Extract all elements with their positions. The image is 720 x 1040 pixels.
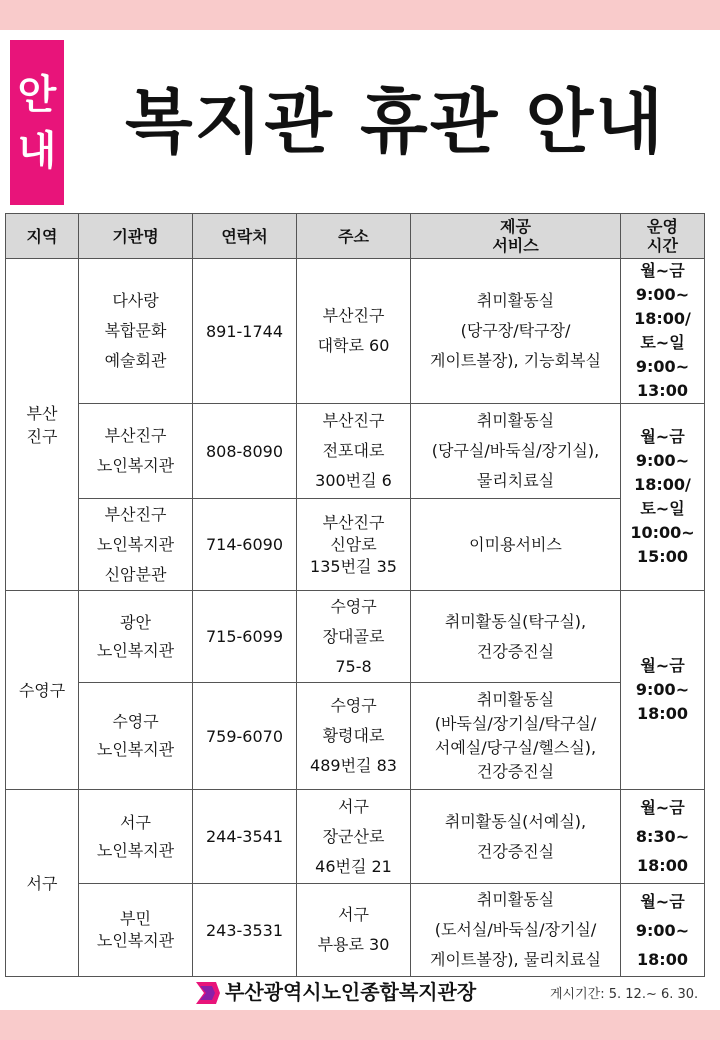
facility-hours: 월~금 8:30~ 18:00 <box>621 790 705 884</box>
facility-name: 서구 노인복지관 <box>79 790 193 884</box>
table-row <box>6 259 705 404</box>
facility-name: 부민 노인복지관 <box>79 884 193 977</box>
header-service: 제공 서비스 <box>411 214 621 259</box>
facility-service: 취미활동실 (도서실/바둑실/장기실/ 게이트볼장), 물리치료실 <box>411 884 621 977</box>
table-row <box>6 404 705 499</box>
table-header-row <box>6 214 705 259</box>
facility-name: 수영구 노인복지관 <box>79 683 193 790</box>
facility-service: 취미활동실 (바둑실/장기실/탁구실/ 서예실/당구실/헬스실), 건강증진실 <box>411 683 621 790</box>
facility-hours: 월~금 9:00~ 18:00 <box>621 591 705 790</box>
facility-name: 부산진구 노인복지관 신암분관 <box>79 499 193 591</box>
facility-service: 취미활동실 (당구장/탁구장/ 게이트볼장), 기능회복실 <box>411 259 621 404</box>
facility-address: 부산진구 대학로 60 <box>297 259 411 404</box>
region-cell: 수영구 <box>6 591 79 790</box>
facility-address: 서구 장군산로 46번길 21 <box>297 790 411 884</box>
table-row <box>6 499 705 591</box>
facility-phone: 808-8090 <box>193 404 297 499</box>
facility-name: 광안 노인복지관 <box>79 591 193 683</box>
header-hours: 운영 시간 <box>621 214 705 259</box>
facility-name: 다사랑 복합문화 예술회관 <box>79 259 193 404</box>
notice-tag-text: 안 내 <box>17 71 57 174</box>
region-cell: 부산 진구 <box>6 259 79 591</box>
facility-phone: 759-6070 <box>193 683 297 790</box>
notice-tag <box>10 40 64 205</box>
facility-address: 부산진구 전포대로 300번길 6 <box>297 404 411 499</box>
facility-address: 부산진구 신암로 135번길 35 <box>297 499 411 591</box>
facility-name: 부산진구 노인복지관 <box>79 404 193 499</box>
facility-hours: 월~금 9:00~ 18:00/ 토~일 10:00~ 15:00 <box>621 404 705 591</box>
facility-phone: 243-3531 <box>193 884 297 977</box>
table-row <box>6 884 705 977</box>
header-name: 기관명 <box>79 214 193 259</box>
facility-phone: 891-1744 <box>193 259 297 404</box>
facility-phone: 244-3541 <box>193 790 297 884</box>
header-phone: 연락처 <box>193 214 297 259</box>
posting-period: 게시기간: 5. 12.~ 6. 30. <box>550 987 699 1002</box>
org-name: 부산광역시노인종합복지관장 <box>225 980 477 1004</box>
facility-service: 취미활동실(탁구실), 건강증진실 <box>411 591 621 683</box>
table-row <box>6 683 705 790</box>
facility-service: 취미활동실 (당구실/바둑실/장기실), 물리치료실 <box>411 404 621 499</box>
facility-phone: 714-6090 <box>193 499 297 591</box>
table-row <box>6 591 705 683</box>
header-address: 주소 <box>297 214 411 259</box>
facility-address: 수영구 장대골로 75-8 <box>297 591 411 683</box>
facility-phone: 715-6099 <box>193 591 297 683</box>
facility-address: 서구 부용로 30 <box>297 884 411 977</box>
footer <box>0 976 720 1008</box>
header-region: 지역 <box>6 214 79 259</box>
facility-service: 이미용서비스 <box>411 499 621 591</box>
top-band <box>0 0 720 30</box>
table-row <box>6 790 705 884</box>
facility-address: 수영구 황령대로 489번길 83 <box>297 683 411 790</box>
region-cell: 서구 <box>6 790 79 977</box>
facility-service: 취미활동실(서예실), 건강증진실 <box>411 790 621 884</box>
facility-hours: 월~금 9:00~ 18:00/ 토~일 9:00~ 13:00 <box>621 259 705 404</box>
page-title: 복지관 휴관 안내 <box>124 81 666 163</box>
facility-hours: 월~금 9:00~ 18:00 <box>621 884 705 977</box>
closure-table <box>5 213 705 977</box>
bottom-band <box>0 1010 720 1040</box>
org-logo-icon <box>196 982 220 1004</box>
